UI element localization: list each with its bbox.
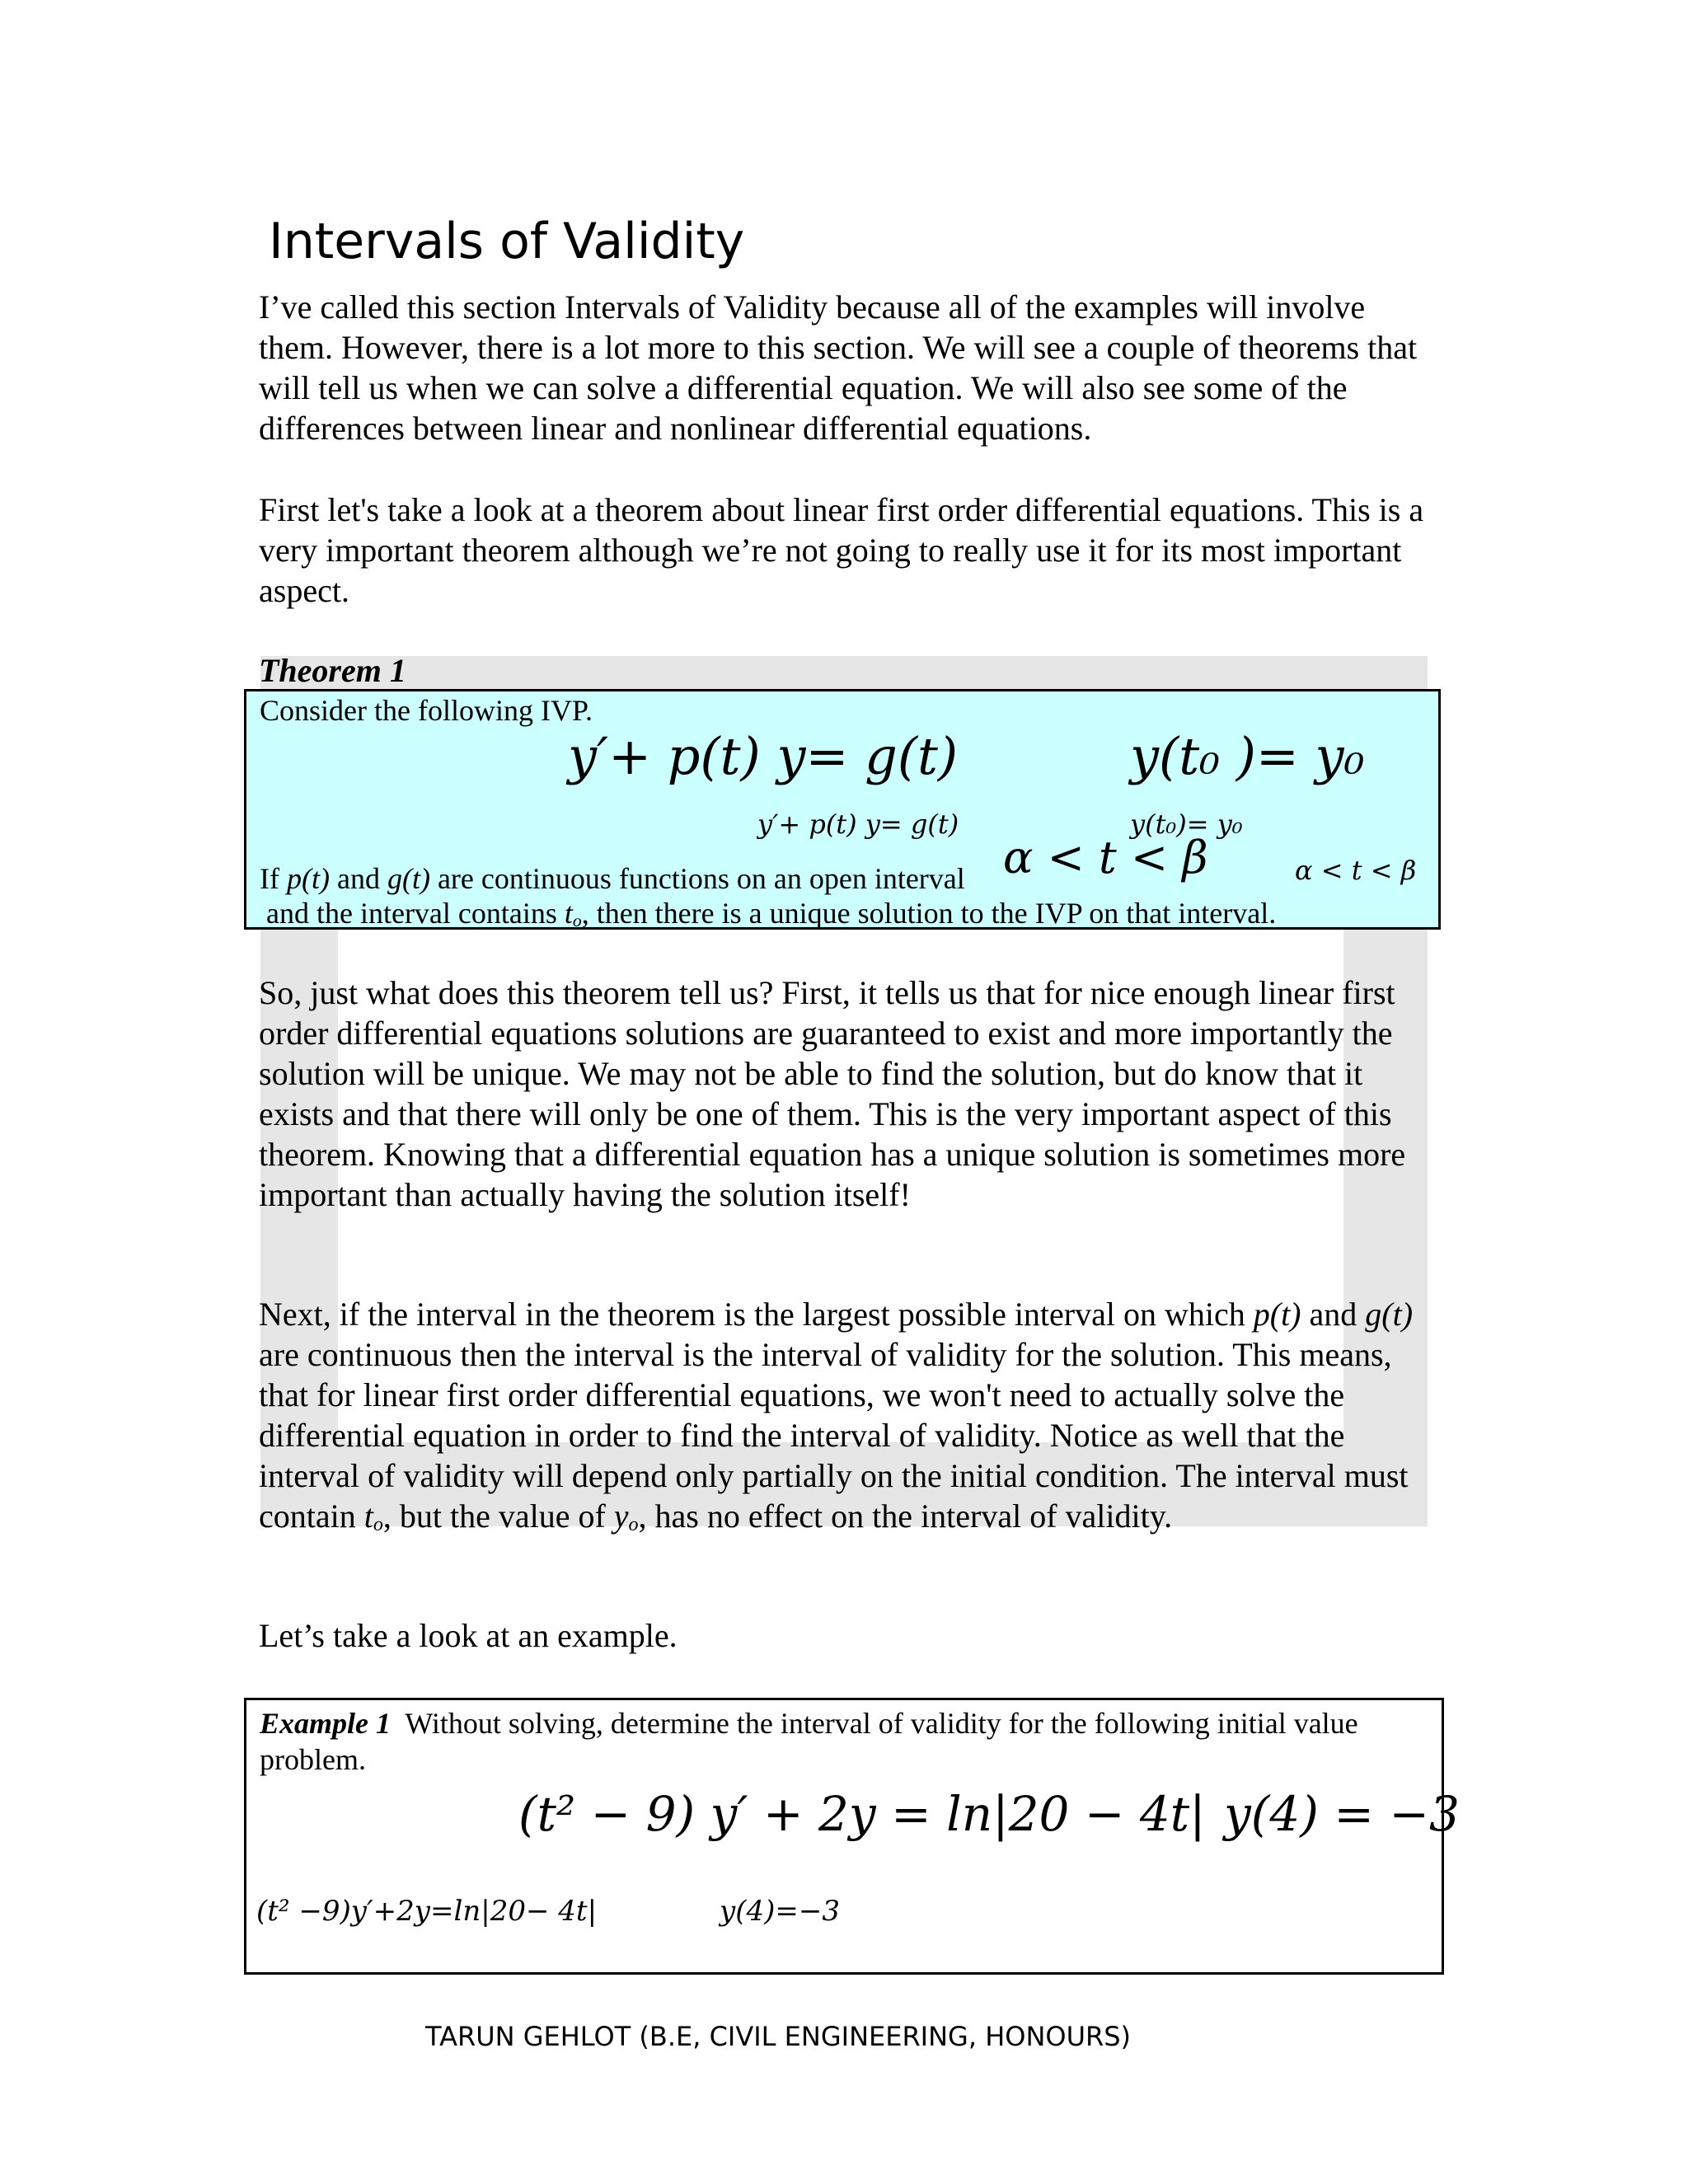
so-paragraph: So, just what does this theorem tell us? First, it tells us that for nice enough linear first order differential equations solutions are guaranteed to exist and more importantly the solution will be unique. We may not be able to find the solution, but do know that it exists and that there will only be one of them. This is the very important aspect of this theorem. Knowing that a differential equation has a unique solution is sometimes more important than actually having the solution itself! bbox=[259, 974, 1406, 1213]
theorem-consider: Consider the following IVP. bbox=[260, 694, 593, 727]
theorem-interval-big: α < t < β bbox=[1003, 832, 1208, 883]
cond-and: and bbox=[336, 862, 380, 895]
cond-rest: are continuous functions on an open interval bbox=[437, 862, 965, 895]
page-title: Intervals of Validity bbox=[269, 213, 745, 270]
next-d: , but the value of bbox=[382, 1497, 606, 1535]
theorem-box bbox=[244, 689, 1441, 930]
cond-if: If bbox=[260, 862, 279, 895]
next-a: Next, if the interval in the theorem is the largest possible interval on which bbox=[259, 1296, 1245, 1333]
next-g: g(t) bbox=[1365, 1296, 1414, 1333]
theorem-interval-small: α < t < β bbox=[1295, 855, 1417, 886]
example-statement bbox=[260, 1705, 1430, 1778]
theorem-condition-line2 bbox=[266, 896, 1276, 931]
cond-t0-sub: o bbox=[572, 911, 582, 930]
example-equation-small: (t² −9)y′+2y=ln|20− 4t| bbox=[256, 1895, 598, 1928]
theorem-equation: y′+ p(t) y= g(t) bbox=[568, 726, 959, 786]
theorem-heading: Theorem 1 bbox=[259, 652, 406, 689]
next-c: are continuous then the interval is the interval of validity for the solution. This means, that for linear first order differential equations, we won't need to actually solve the differential equation in order to find the interval of validity. Notice as well that the interval of validity will depend only partially on the initial condition. The interval must contain bbox=[259, 1336, 1409, 1535]
example-label: Example 1 bbox=[260, 1707, 391, 1740]
next-y-sub: o bbox=[628, 1514, 639, 1535]
example-initial-small: y(4)=−3 bbox=[720, 1895, 840, 1928]
next-t: t bbox=[363, 1497, 373, 1535]
first-lets-paragraph: First let's take a look at a theorem about linear first order differential equations. This is a very important theorem although we’re not going to really use it for its most important aspect. bbox=[259, 491, 1424, 609]
next-t-sub: o bbox=[373, 1514, 383, 1535]
theorem-initial-condition: y(t₀ )= y₀ bbox=[1130, 726, 1365, 786]
cond-p: p(t) bbox=[286, 862, 330, 895]
next-paragraph bbox=[259, 1294, 1446, 1545]
cond-g: g(t) bbox=[387, 862, 430, 895]
theorem-condition-line1 bbox=[260, 861, 965, 896]
example-initial-condition: y(4) = −3 bbox=[1224, 1786, 1460, 1842]
next-y: y bbox=[613, 1497, 629, 1535]
next-e: , has no effect on the interval of validity. bbox=[638, 1497, 1173, 1535]
lets-take-paragraph: Let’s take a look at an example. bbox=[259, 1617, 678, 1654]
next-p: p(t) bbox=[1253, 1296, 1301, 1333]
cond-contains: and the interval contains bbox=[266, 897, 557, 930]
theorem-equation-small: y′+ p(t) y= g(t) bbox=[757, 808, 959, 840]
footer: TARUN GEHLOT (B.E, CIVIL ENGINEERING, HONOURS) bbox=[425, 2021, 1132, 2052]
intro-paragraph: I’ve called this section Intervals of Validity because all of the examples will involve them. However, there is a lot more to this section. We will see a couple of theorems that will tell us when we can solve a differential equation. We will also see some of the differences between linear and nonlinear differential equations. bbox=[259, 288, 1418, 447]
cond-t0: t bbox=[564, 897, 573, 930]
example-text: Without solving, determine the interval of validity for the following initial value problem. bbox=[260, 1707, 1358, 1776]
theorem-initial-small: y(t₀)= y₀ bbox=[1130, 808, 1243, 840]
example-box bbox=[244, 1698, 1460, 1975]
cond-unique: , then there is a unique solution to the IVP on that interval. bbox=[581, 897, 1277, 930]
example-equation: (t² − 9) y′ + 2y = ln|20 − 4t| bbox=[518, 1786, 1206, 1842]
next-b: and bbox=[1309, 1296, 1357, 1333]
